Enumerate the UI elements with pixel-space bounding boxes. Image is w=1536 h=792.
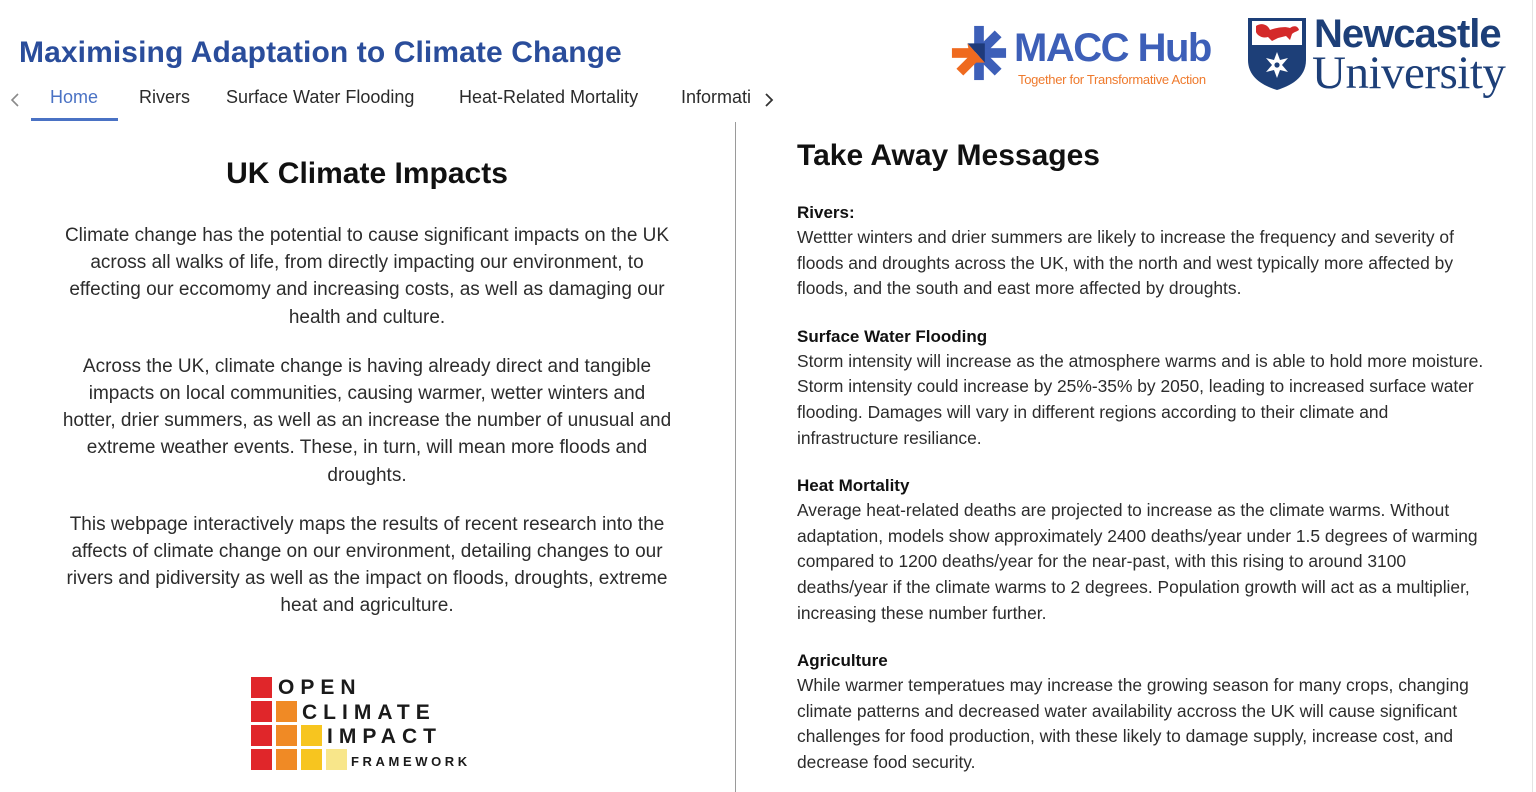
webpage-description-paragraph: This webpage interactively maps the results of recent research into the affects of climate change on our environment, detailing changes to our rivers and pidiversity as well as the impact on floods, droughts, extreme heat and agriculture. <box>66 513 668 617</box>
message-heading: Agriculture <box>797 651 888 671</box>
ocif-word-framework: FRAMEWORK <box>351 754 471 769</box>
tab-scroll-left-button[interactable] <box>5 86 25 114</box>
open-climate-impact-framework-logo <box>251 677 471 773</box>
macc-hub-logo <box>948 18 1238 90</box>
tab-heat-related-mortality[interactable]: Heat-Related Mortality <box>459 87 639 107</box>
message-body: Average heat-related deaths are projected to increase as the climate warms. Without adaptation, models show approximately 2400 deaths/year under 1.5 degrees of warming compared to 1200 deaths/year for the near-past, with this rising to around 3100 deaths/year if the climate warms to 2 degrees. Population growth will act as a multiplier, increasing these number further. <box>797 500 1478 623</box>
tab-surface-water-flooding[interactable]: Surface Water Flooding <box>226 87 415 107</box>
newcastle-university-logo <box>1246 14 1531 100</box>
newcastle-name: Newcastle <box>1314 12 1501 56</box>
message-heat-mortality <box>797 473 1487 626</box>
message-agriculture <box>797 648 1487 775</box>
ocif-word-impact: IMPACT <box>327 725 442 748</box>
app-title: Maximising Adaptation to Climate Change <box>19 36 622 69</box>
tab-scroll-right-button[interactable] <box>759 86 779 114</box>
tab-bar <box>0 82 790 122</box>
message-heading: Surface Water Flooding <box>797 326 988 346</box>
macc-hub-tagline: Together for Transformative Action <box>1018 72 1206 87</box>
left-section-title: UK Climate Impacts <box>226 157 508 190</box>
message-rivers <box>797 200 1487 302</box>
page-right-border <box>1532 0 1533 792</box>
message-heading: Heat Mortality <box>797 476 910 496</box>
chevron-left-icon <box>10 92 20 108</box>
ocif-word-climate: CLIMATE <box>302 701 436 724</box>
message-surface-water-flooding <box>797 324 1487 451</box>
message-body: While warmer temperatues may increase the growing season for many crops, changing climate patterns and decreased water availability accross the UK will cause significant challenges for food production, with these likely to damage supply, increase cost, and decrease food security. <box>797 675 1469 772</box>
intro-paragraph: Climate change has the potential to cause significant impacts on the UK across all walks of life, from directly impacting our environment, to effecting our eccomomy and increasing costs, as well as damaging our health and culture. <box>64 225 670 328</box>
tab-information[interactable]: Informati <box>681 87 752 107</box>
tab-home[interactable]: Home <box>50 87 98 119</box>
macc-star-icon <box>950 24 1008 82</box>
university-shield-icon <box>1246 16 1308 92</box>
macc-hub-name: MACC Hub <box>1014 26 1211 70</box>
ocif-word-open: OPEN <box>278 676 362 699</box>
message-body: Storm intensity will increase as the atmosphere warms and is able to hold more moisture. Storm intensity could increase by 25%-35% by 2050, leading to increased surface water flooding. Damages will vary in different regions according to their climate and infrastructure resiliance. <box>797 350 1484 448</box>
impacts-paragraph: Across the UK, climate change is having already direct and tangible impacts on local communities, causing warmer, wetter winters and hotter, drier summers, as well as an increase the number of unusual and extreme weather events. These, in turn, will mean more floods and droughts. <box>62 355 672 486</box>
right-section-title: Take Away Messages <box>797 139 1100 172</box>
uk-climate-impacts-section <box>60 150 674 620</box>
message-heading: Rivers: <box>797 203 855 222</box>
message-body: Wettter winters and drier summers are likely to increase the frequency and severity of floods and droughts across the UK, with the north and west typically more affected by floods, and the south and east more affected by droughts. <box>797 227 1454 299</box>
university-name: University <box>1312 47 1506 99</box>
column-divider <box>735 122 736 792</box>
chevron-right-icon <box>764 92 774 108</box>
tab-rivers[interactable]: Rivers <box>139 87 191 107</box>
take-away-messages-section <box>797 136 1487 776</box>
